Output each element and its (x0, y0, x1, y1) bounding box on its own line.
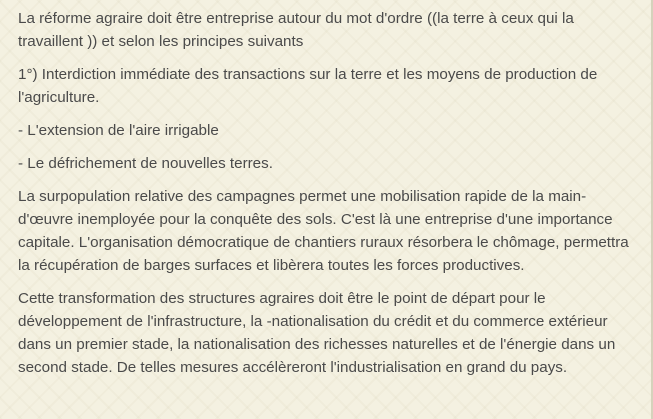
paragraph-transformation: Cette transformation des structures agraires doit être le point de départ pour le développement de l'infrastructure, la -nationalisation du crédit et du commerce extérieur dans un premier stade, la nationalisation des richesses naturelles et de l'énergie dans un second stade. De telles mesures accélèreront l'industrialisation en grand du pays. (18, 290, 616, 376)
paragraph-clearing: - Le défrichement de nouvelles terres. (18, 155, 273, 172)
paragraph-irrigation: - L'extension de l'aire irrigable (18, 122, 219, 139)
article-body (18, 7, 640, 389)
paragraph-principle-1: 1°) Interdiction immédiate des transactions sur la terre et les moyens de production de l'agriculture. (18, 66, 598, 106)
paragraph-overpopulation: La surpopulation relative des campagnes permet une mobilisation rapide de la main-d'œuvre inemployée pour la conquête des sols. C'est là une entreprise d'une importance capitale. L'organisation démocratique de chantiers ruraux résorbera le chômage, permettra la récupération de barges surfaces et libèrera toutes les forces productives. (18, 188, 629, 274)
paragraph-intro: La réforme agraire doit être entreprise autour du mot d'ordre ((la terre à ceux qui la travaillent )) et selon les principes suivants (18, 10, 574, 50)
